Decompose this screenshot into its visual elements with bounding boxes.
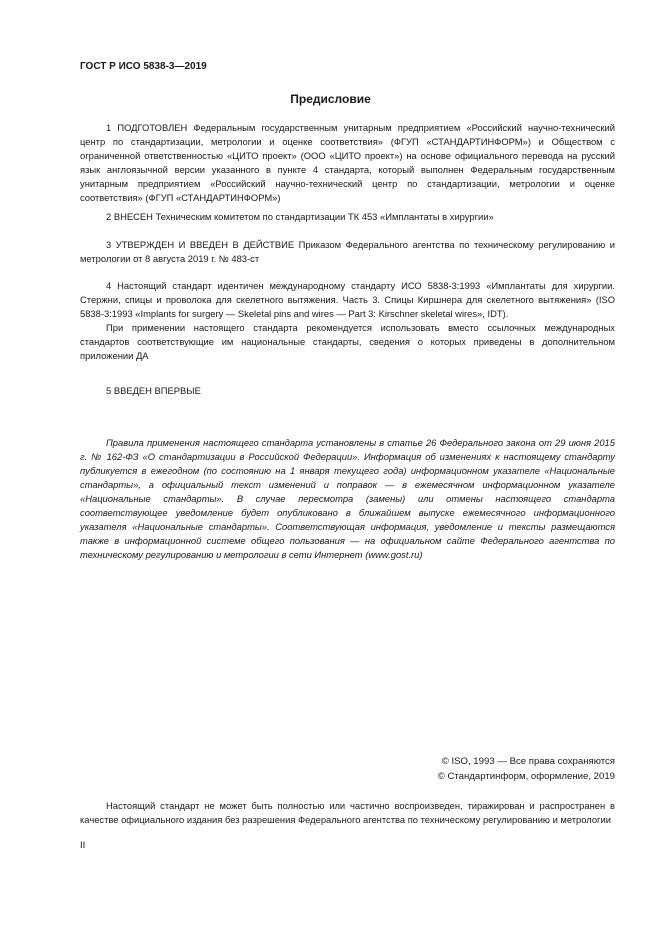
paragraph-approved: [80, 238, 615, 266]
application-rules-notice: [80, 436, 615, 562]
paragraph-text: 5 ВВЕДЕН ВПЕРВЫЕ: [106, 385, 201, 396]
copyright-block: [438, 754, 615, 784]
paragraph-identical-standard: [80, 279, 615, 363]
reproduction-text: Настоящий стандарт не может быть полностью или частично воспроизведен, тиражирован и распространен в качестве официального издания без разрешения Федерального агентства по техническому регулированию и метрологии: [80, 800, 615, 825]
notice-text: Правила применения настоящего стандарта установлены в статье 26 Федерального закона от 29 июня 2015 г. № 162-ФЗ «О стандартизации в Российской Федерации». Информация об изменениях к настоящему стандарту публикуется в ежегодном (по состоянию на 1 января текущего года) информационном указателе «Национальные стандарты», а официальный текст изменений и поправок — в ежемесячном информационном указателе «Национальные стандарты». В случае пересмотра (замены) или отмены настоящего стандарта соответствующее уведомление будет опубликовано в ближайшем выпуске ежемесячного информационного указателя «Национальные стандарты». Соответствующая информация, уведомление и тексты размещаются также в информационной системе общего пользования — на официальном сайте Федерального агентства по техническому регулированию и метрологии в сети Интернет (www.gost.ru): [80, 437, 615, 560]
standard-code-header: ГОСТ Р ИСО 5838-3—2019: [80, 61, 207, 72]
paragraph-text: 4 Настоящий стандарт идентичен международному стандарту ИСО 5838-3:1993 «Имплантаты для хирургии. Стержни, спицы и проволока для скелетного вытяжения. Часть 3. Спицы Киршнера для скелетного вытяжения» (ISO 5838-3:1993 «Implants for surgery — Skeletal pins and wires — Part 3: Kirschner skeletal wires», IDT).: [80, 280, 615, 319]
reproduction-notice: [80, 799, 615, 827]
copyright-iso: © ISO, 1993 — Все права сохраняются: [441, 756, 615, 767]
paragraph-text: 1 ПОДГОТОВЛЕН Федеральным государственным унитарным предприятием «Российский научно-технический центр по стандартизации, метрологии и оценке соответствия» (ФГУП «СТАНДАРТИНФОРМ») и Обществом с ограниченной ответственностью «ЦИТО проект» (ООО «ЦИТО проект») на основе официального перевода на русский язык англоязычной версии указанного в пункте 4 стандарта, который выполнен Федеральным государственным унитарным предприятием «Российский научно-технический центр по стандартизации, метрологии и оценке соответствия» (ФГУП «СТАНДАРТИНФОРМ»): [80, 122, 615, 203]
paragraph-text: При применении настоящего стандарта рекомендуется использовать вместо ссылочных международных стандартов соответствующие им национальные стандарты, сведения о которых приведены в дополнительном приложении ДА: [80, 322, 615, 361]
paragraph-introduced-by: [80, 210, 615, 224]
paragraph-prepared-by: [80, 121, 615, 205]
copyright-standartinform: © Стандартинформ, оформление, 2019: [437, 771, 615, 782]
paragraph-text: 2 ВНЕСЕН Техническим комитетом по стандартизации ТК 453 «Имплантаты в хирургии»: [106, 211, 494, 222]
page-title: Предисловие: [290, 92, 371, 106]
paragraph-first-introduced: [80, 384, 615, 398]
page-number: II: [80, 840, 86, 851]
paragraph-text: 3 УТВЕРЖДЕН И ВВЕДЕН В ДЕЙСТВИЕ Приказом Федерального агентства по техническому регулированию и метрологии от 8 августа 2019 г. № 483-ст: [80, 239, 615, 264]
